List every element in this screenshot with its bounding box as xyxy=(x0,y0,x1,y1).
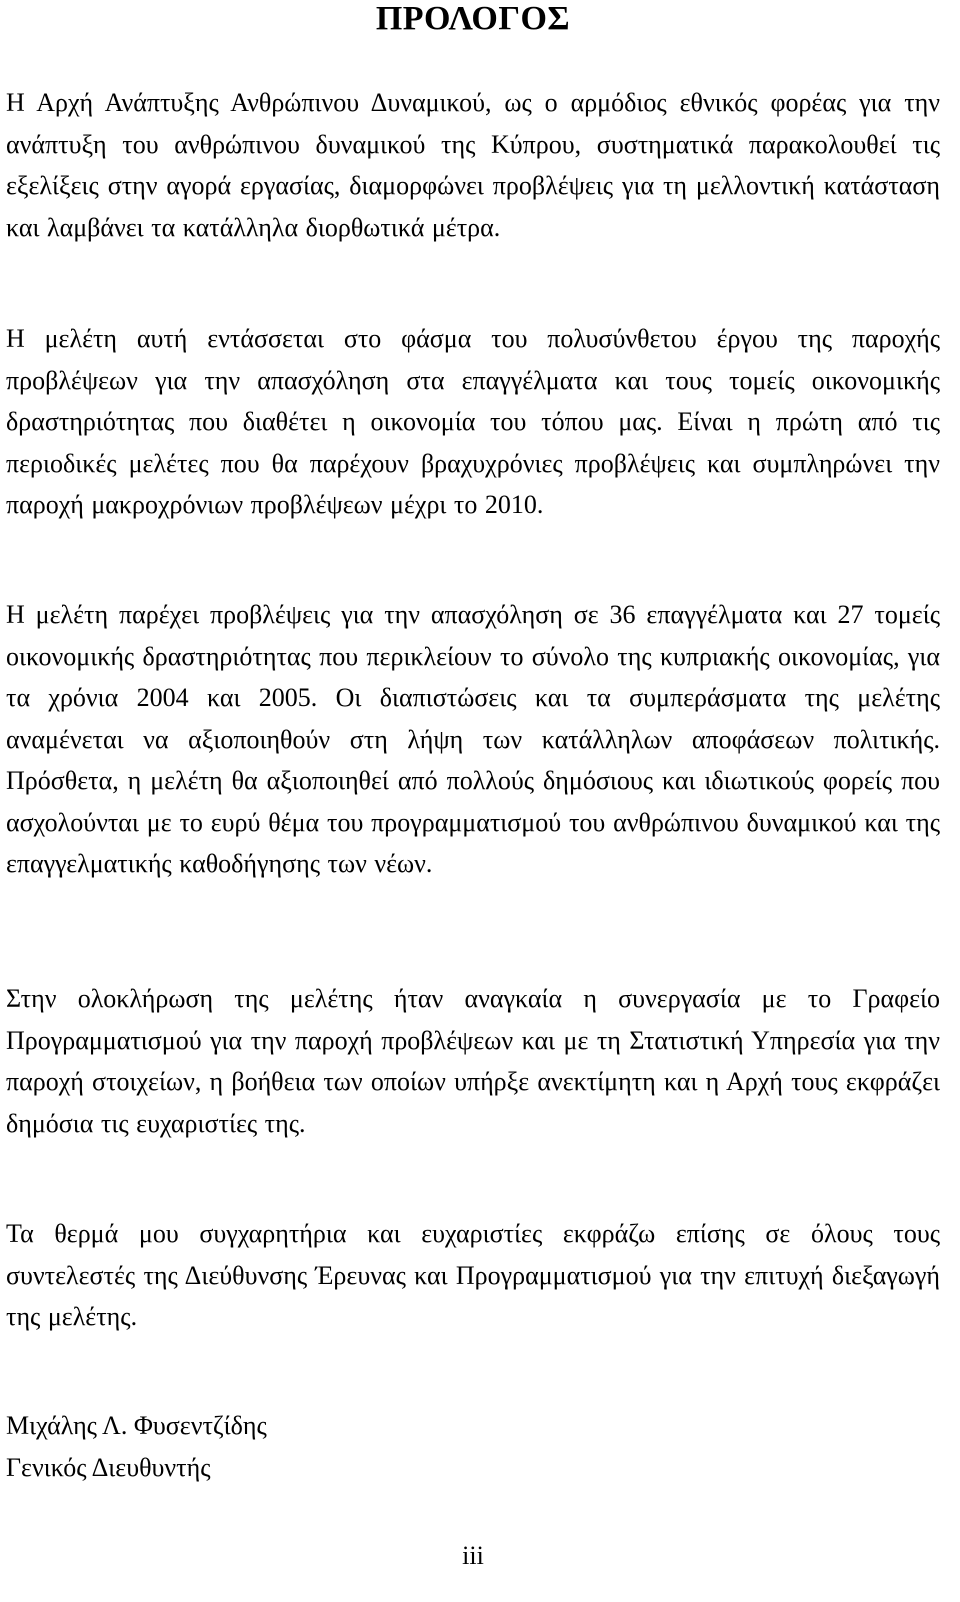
paragraph-study-scope: Η μελέτη αυτή εντάσσεται στο φάσμα του πολυσύνθετου έργου της παροχής προβλέψεων για την απασχόληση στα επαγγέλματα και τους τομείς οικονομικής δραστηριότητας που διαθέτει η οικονομία του τόπου μας. Είναι η πρώτη από τις περιοδικές μελέτες που θα παρέχουν βραχυχρόνιες προβλέψεις και συμπληρώνει την παροχή μακροχρόνιων προβλέψεων μέχρι το 2010. xyxy=(6,324,940,519)
paragraph-thanks: Τα θερμά μου συγχαρητήρια και ευχαριστίες εκφράζω επίσης σε όλους τους συντελεστές της Διεύθυνσης Έρευνας και Προγραμματισμού για την επιτυχή διεξαγωγή της μελέτης. xyxy=(6,1219,940,1331)
signatory-role: Γενικός Διευθυντής xyxy=(6,1453,211,1482)
paragraph-intro: Η Αρχή Ανάπτυξης Ανθρώπινου Δυναμικού, ως ο αρμόδιος εθνικός φορέας για την ανάπτυξη του ανθρώπινου δυναμικού της Κύπρου, συστηματικά παρακολουθεί τις εξελίξεις στην αγορά εργασίας, διαμορφώνει προβλέψεις για τη μελλοντική κατάσταση και λαμβάνει τα κατάλληλα διορθωτικά μέτρα. xyxy=(6,88,940,242)
page-number: iii xyxy=(462,1541,484,1570)
document-page xyxy=(6,0,940,1570)
paragraph-study-content: Η μελέτη παρέχει προβλέψεις για την απασχόληση σε 36 επαγγέλματα και 27 τομείς οικονομικής δραστηριότητας που περικλείουν το σύνολο της κυπριακής οικονομίας, για τα χρόνια 2004 και 2005. Οι διαπιστώσεις και τα συμπεράσματα της μελέτης αναμένεται να αξιοποιηθούν στη λήψη των κατάλληλων αποφάσεων πολιτικής. Πρόσθετα, η μελέτη θα αξιοποιηθεί από πολλούς δημόσιους και ιδιωτικούς φορείς που ασχολούνται με το ευρύ θέμα του προγραμματισμού του ανθρώπινου δυναμικού και της επαγγελματικής καθοδήγησης των νέων. xyxy=(6,600,940,878)
signature-block xyxy=(6,1405,940,1489)
page-title: ΠΡΟΛΟΓΟΣ xyxy=(375,0,571,37)
paragraph-cooperation: Στην ολοκλήρωση της μελέτης ήταν αναγκαία η συνεργασία με το Γραφείο Προγραμματισμού για την παροχή προβλέψεων και με τη Στατιστική Υπηρεσία για την παροχή στοιχείων, η βοήθεια των οποίων υπήρξε ανεκτίμητη και η Αρχή τους εκφράζει δημόσια τις ευχαριστίες της. xyxy=(6,984,940,1138)
signatory-name: Μιχάλης Λ. Φυσεντζίδης xyxy=(6,1411,267,1440)
